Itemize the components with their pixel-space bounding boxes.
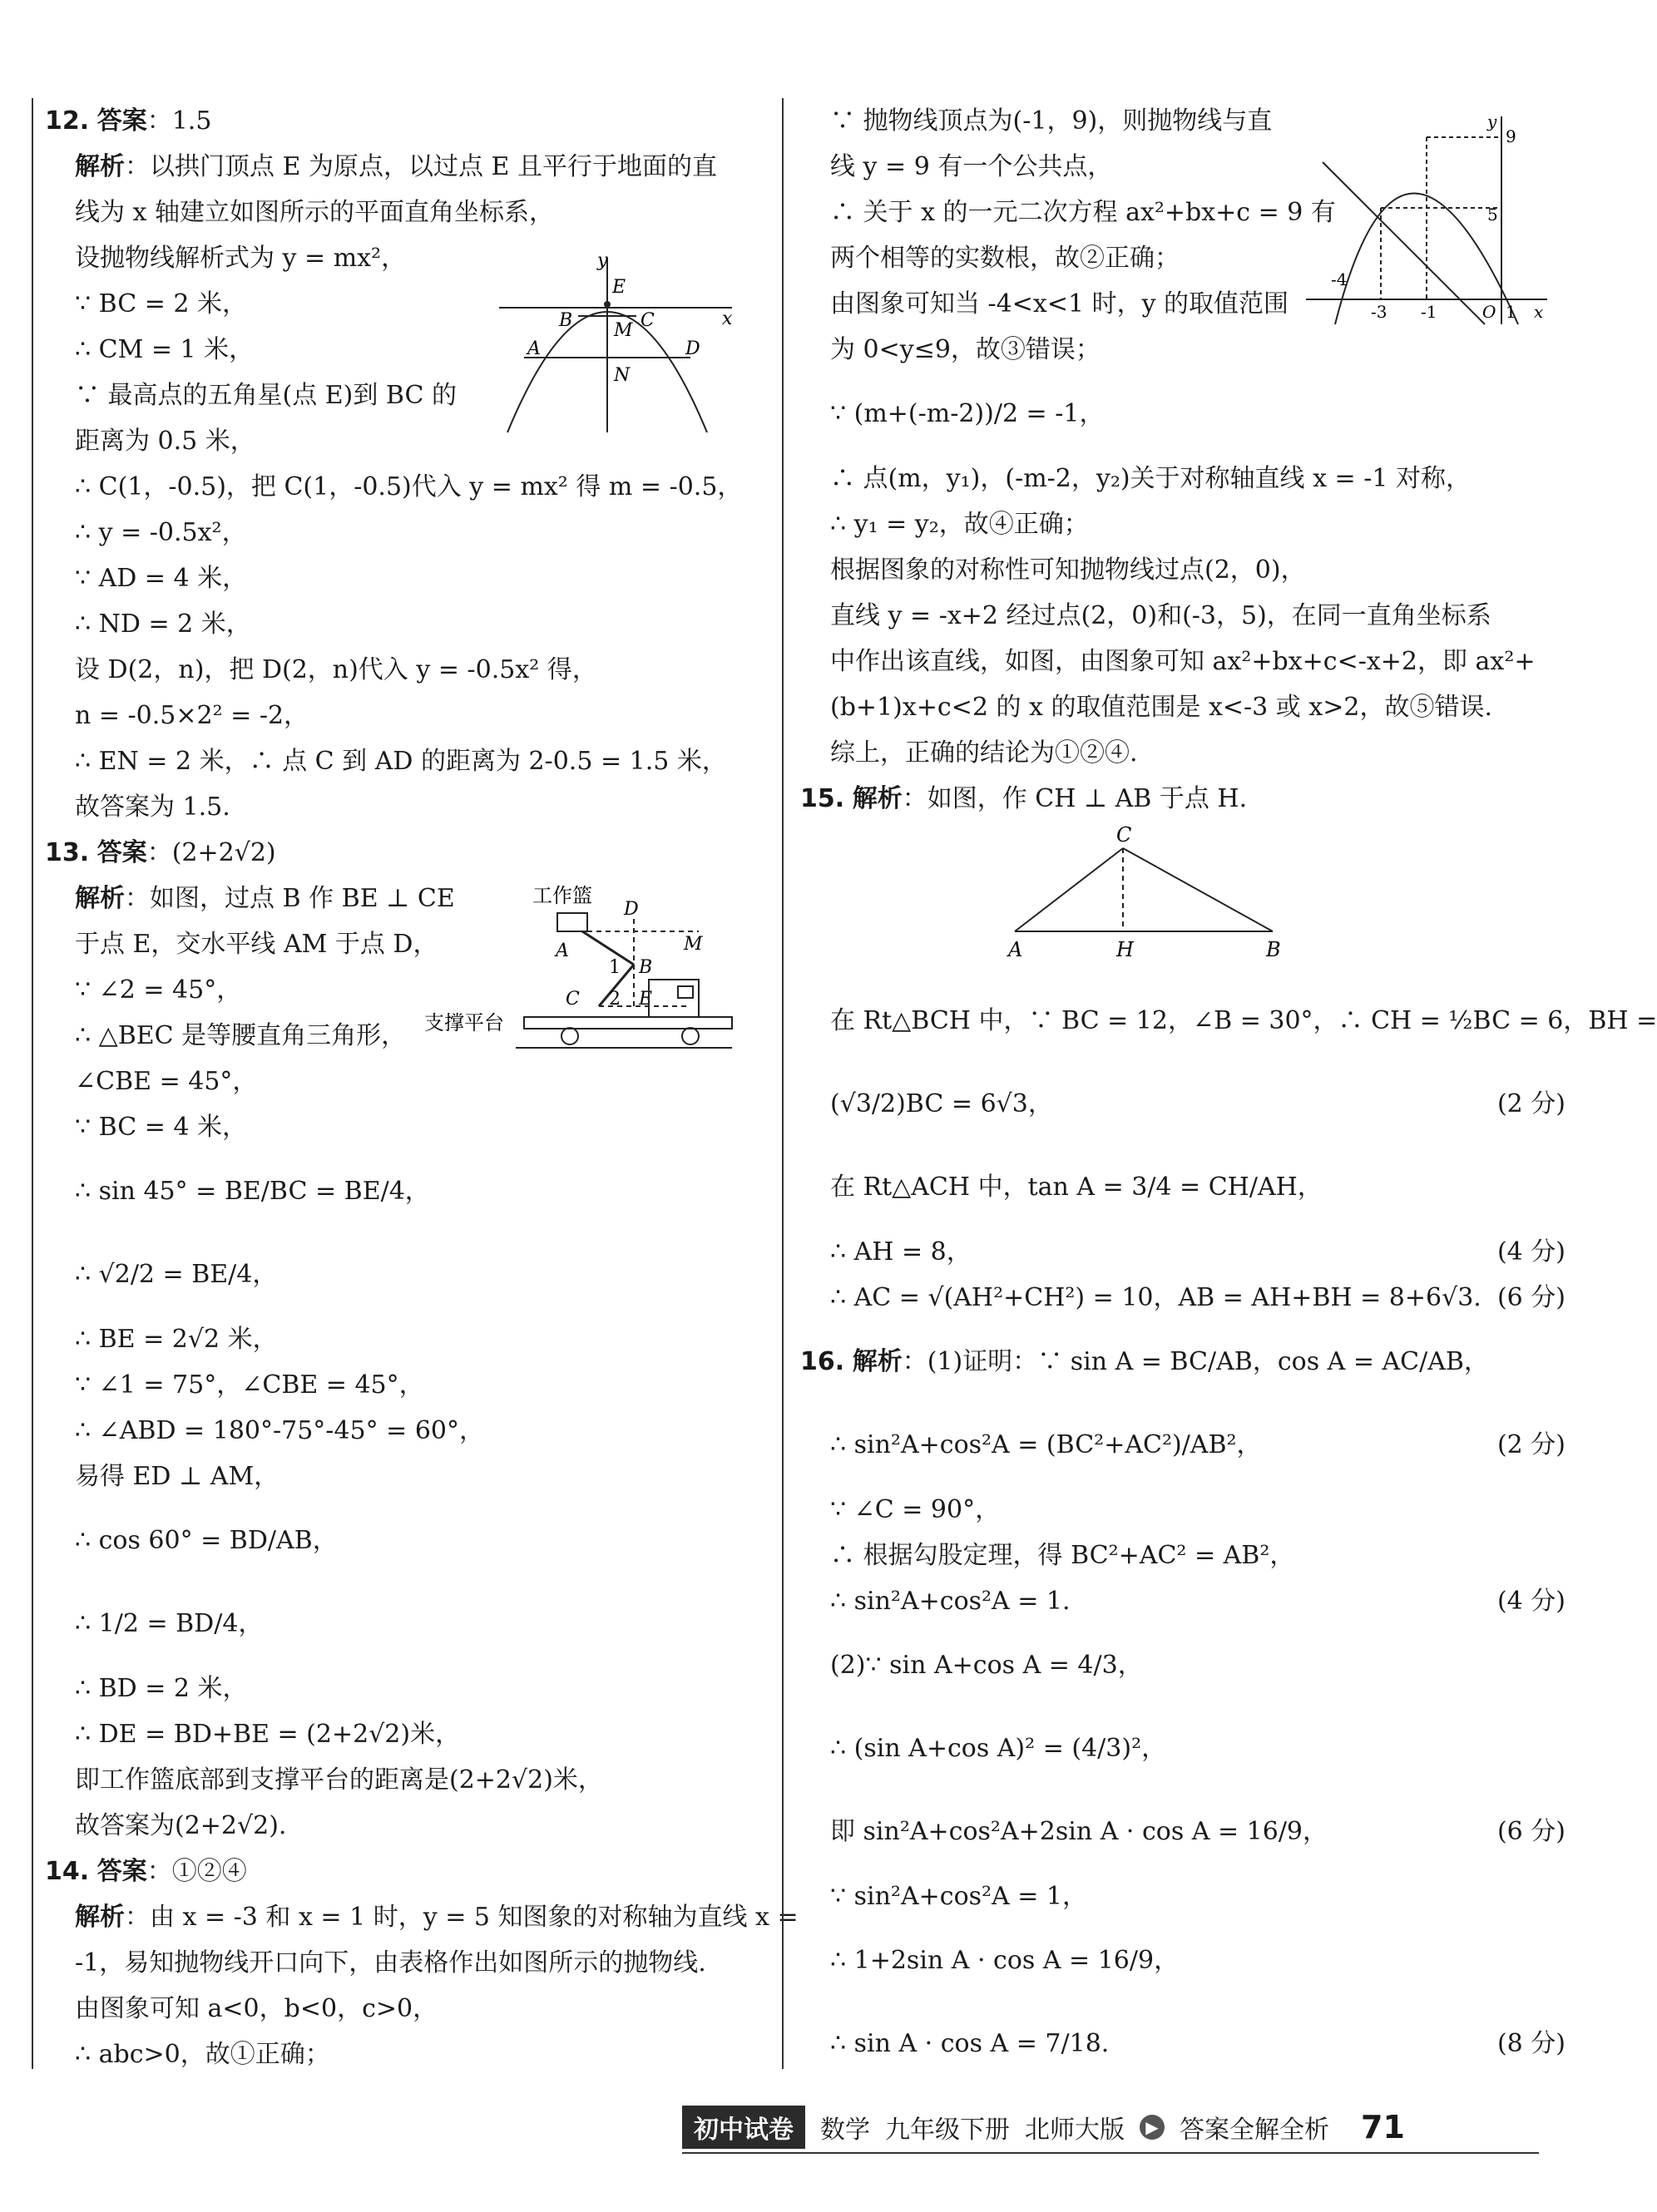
left-line [45, 1940, 777, 1986]
parabola-label-neg4: -4 [1331, 269, 1348, 289]
figure-parabola [1298, 112, 1547, 328]
left-line [45, 601, 777, 647]
line-text: ∵ BC = 2 米， [75, 289, 248, 318]
score-mark: (2 分) [1496, 1430, 1565, 1459]
line-text: ∴ BE = 2√2 米， [75, 1325, 278, 1354]
triangle-label-C: C [1116, 823, 1132, 847]
right-line [800, 1487, 1565, 1533]
line-text: ∴ AC = √(AH²+CH²) = 10，AB = AH+BH = 8+6√3. [830, 1283, 1481, 1312]
right-line [800, 547, 1565, 593]
line-text: ∴ sin²A+cos²A = (BC²+AC²)/AB²， [830, 1430, 1262, 1459]
score-mark: (8 分) [1496, 2029, 1565, 2058]
line-text: ：1.5 [146, 106, 212, 136]
line-text: ∴ DE = BD+BE = (2+2√2)米， [75, 1720, 461, 1749]
left-line [45, 555, 777, 601]
crane-label-1: 1 [609, 957, 621, 978]
right-line [800, 2002, 1565, 2086]
right-line [800, 501, 1565, 547]
line-text: 故答案为(2+2√2). [75, 1811, 287, 1840]
left-line [45, 1986, 777, 2032]
parabola-label-x: x [1534, 302, 1544, 322]
left-line [45, 1059, 777, 1104]
line-text: ∴ 关于 x 的一元二次方程 ax²+bx+c = 9 有 [830, 198, 1336, 227]
keyword-label: 解析 [75, 1903, 125, 1932]
crane-label-A: A [556, 941, 569, 961]
arch-label-A: A [527, 338, 541, 359]
footer-section: 答案全解全析 [1180, 2116, 1329, 2145]
line-text: 在 Rt△BCH 中，∵ BC = 12，∠B = 30°，∴ CH = ½BC = 6，BH = [830, 1006, 1657, 1035]
question-number: 13. [45, 838, 90, 867]
line-text: ∴ 根据勾股定理，得 BC²+AC² = AB²， [830, 1541, 1295, 1570]
question-number: 14. [45, 1857, 90, 1886]
line-text: 根据图象的对称性可知抛物线过点(2，0)， [830, 555, 1306, 585]
line-text: ：①②④ [146, 1857, 247, 1886]
right-line [800, 1578, 1565, 1624]
right-line [800, 1275, 1565, 1321]
left-line [45, 1316, 777, 1362]
line-text: ∴ C(1，-0.5)，把 C(1，-0.5)代入 y = mx² 得 m = -0.5， [75, 472, 743, 501]
right-line [800, 593, 1565, 639]
line-text: ∴ △BEC 是等腰直角三角形， [75, 1021, 407, 1050]
parabola-label-9: 9 [1506, 126, 1516, 146]
triangle-label-B: B [1266, 938, 1281, 961]
keyword-label: 答案 [96, 106, 147, 136]
line-text: 设抛物线解析式为 y = mx²， [75, 244, 407, 273]
line-text: ∠CBE = 45°， [75, 1067, 258, 1096]
arch-label-M: M [614, 320, 633, 341]
line-text: ∵ AD = 4 米， [75, 564, 248, 593]
line-text: 两个相等的实数根，故②正确； [830, 244, 1180, 273]
score-mark: (4 分) [1496, 1587, 1565, 1616]
left-line [45, 830, 777, 876]
left-line [45, 2032, 777, 2077]
line-text: 即 sin²A+cos²A+2sin A · cos A = 16/9， [830, 1817, 1328, 1846]
keyword-label: 解析 [852, 784, 903, 813]
figure-crane [424, 881, 740, 1056]
line-text: ∴ AH = 8， [830, 1237, 972, 1266]
line-text: 综上，正确的结论为①②④. [830, 738, 1138, 768]
left-line [45, 464, 777, 510]
score-mark: (6 分) [1496, 1817, 1565, 1846]
left-line [45, 693, 777, 738]
line-text: ：如图，过点 B 作 BE ⊥ CE [125, 884, 455, 913]
right-line [800, 1624, 1565, 1707]
line-text: ：以拱门顶点 E 为原点，以过点 E 且平行于地面的直 [125, 152, 717, 181]
parabola-label-y: y [1487, 111, 1497, 131]
right-line [800, 327, 1565, 373]
left-line [45, 1582, 777, 1666]
line-text: ∵ 最高点的五角星(点 E)到 BC 的 [75, 381, 458, 410]
right-line [800, 1321, 1565, 1404]
line-text: ∴ 1/2 = BD/4， [75, 1609, 264, 1638]
arch-label-y: y [597, 250, 608, 271]
line-text: ∴ CM = 1 米， [75, 335, 255, 364]
question-number: 12. [45, 106, 90, 136]
line-text: (√3/2)BC = 6√3， [830, 1089, 1053, 1118]
arch-label-x: x [722, 309, 733, 329]
line-text: ：(2+2√2) [146, 838, 276, 867]
line-text: 易得 ED ⊥ AM， [75, 1462, 279, 1491]
line-text: ∵ ∠1 = 75°，∠CBE = 45°， [75, 1370, 424, 1400]
line-text: 距离为 0.5 米， [75, 427, 255, 456]
line-text: ∴ 点(m，y₁)，(-m-2，y₂)关于对称轴直线 x = -1 对称， [830, 464, 1471, 493]
footer-brand: 初中试卷 [682, 2106, 805, 2149]
footer-subject: 数学 [820, 2116, 870, 2145]
right-line [800, 1790, 1565, 1874]
left-line [45, 1408, 777, 1454]
score-mark: (6 分) [1496, 1283, 1565, 1312]
left-line [45, 1104, 777, 1150]
arch-label-B: B [559, 310, 573, 331]
line-text: ∴ ND = 2 米， [75, 610, 251, 639]
left-line [45, 1233, 777, 1316]
line-text: 即工作篮底部到支撑平台的距离是(2+2√2)米， [75, 1765, 603, 1795]
right-line [800, 639, 1565, 684]
line-text: ∴ BD = 2 米， [75, 1674, 248, 1703]
parabola-label-5: 5 [1487, 205, 1498, 225]
triangle-label-A: A [1008, 938, 1023, 961]
left-line [45, 1803, 777, 1849]
line-text: (b+1)x+c<2 的 x 的取值范围是 x<-3 或 x>2，故⑤错误. [830, 693, 1493, 722]
line-text: ∵ 抛物线顶点为(-1，9)，则抛物线与直 [830, 106, 1273, 136]
right-line [800, 1707, 1565, 1790]
crane-label-D: D [624, 899, 639, 920]
line-text: ：(1)证明：∵ sin A = BC/AB，cos A = AC/AB， [902, 1347, 1489, 1376]
left-line [45, 1150, 777, 1233]
right-line [800, 1874, 1565, 1919]
crane-label-E: E [639, 989, 653, 1010]
right-line [800, 1919, 1565, 2002]
arch-label-E: E [612, 277, 626, 298]
line-text: 设 D(2，n)，把 D(2，n)代入 y = -0.5x² 得， [75, 655, 597, 684]
right-column [782, 98, 1657, 2069]
line-text: ∴ sin²A+cos²A = 1. [830, 1587, 1071, 1616]
arch-label-N: N [614, 365, 631, 386]
right-line [800, 373, 1565, 456]
line-text: ∵ sin²A+cos²A = 1， [830, 1882, 1088, 1911]
crane-label-2: 2 [609, 989, 621, 1010]
line-text: ∴ (sin A+cos A)² = (4/3)²， [830, 1734, 1167, 1763]
keyword-label: 解析 [75, 884, 125, 913]
right-line [800, 1533, 1565, 1578]
line-text: ∴ sin 45° = BE/BC = BE/4， [75, 1177, 430, 1206]
line-text: ∴ 1+2sin A · cos A = 16/9， [830, 1946, 1180, 1975]
line-text: ∴ cos 60° = BD/AB， [75, 1526, 338, 1555]
left-line [45, 1849, 777, 1894]
keyword-label: 解析 [75, 152, 125, 181]
triangle-label-H: H [1116, 938, 1134, 961]
right-line [800, 1404, 1565, 1487]
score-mark: (2 分) [1496, 1089, 1565, 1118]
line-text: ∵ ∠2 = 45°， [75, 975, 242, 1005]
line-text: 线为 x 轴建立如图所示的平面直角坐标系， [75, 198, 554, 227]
left-line [45, 784, 777, 830]
footer-edition: 北师大版 [1025, 2116, 1125, 2145]
line-text: ∴ ∠ABD = 180°-75°-45° = 60°， [75, 1416, 484, 1445]
right-line [800, 980, 1657, 1063]
line-text: 故答案为 1.5. [75, 792, 230, 822]
line-text: (2)∵ sin A+cos A = 4/3， [830, 1651, 1143, 1680]
line-text: n = -0.5×2² = -2， [75, 701, 309, 730]
footer-divider [682, 2152, 1539, 2154]
line-text: 由图象可知当 -4<x<1 时，y 的取值范围 [830, 289, 1289, 318]
parabola-label-1: 1 [1506, 302, 1516, 322]
line-text: ∵ (m+(-m-2))/2 = -1， [830, 399, 1105, 428]
figure-arch [491, 249, 740, 441]
left-line [45, 510, 777, 555]
score-mark: (4 分) [1496, 1237, 1565, 1266]
line-text: ∵ ∠C = 90°， [830, 1495, 1001, 1524]
left-line [45, 647, 777, 693]
line-text: ∴ y₁ = y₂，故④正确； [830, 510, 1089, 539]
keyword-label: 答案 [96, 1857, 147, 1886]
crane-label-basket: 工作篮 [532, 884, 592, 907]
left-line [45, 1666, 777, 1711]
question-number: 15. [800, 784, 845, 813]
line-text: 线 y = 9 有一个公共点， [830, 152, 1113, 181]
left-line [45, 1362, 777, 1408]
right-line [800, 1063, 1565, 1146]
arch-label-C: C [641, 310, 655, 331]
line-text: ：如图，作 CH ⊥ AB 于点 H. [902, 784, 1248, 813]
right-line [800, 776, 1565, 822]
line-text: 由图象可知 a<0，b<0，c>0， [75, 1994, 438, 2023]
page-number: 71 [1361, 2109, 1405, 2145]
left-line [45, 190, 777, 235]
line-text: ：由 x = -3 和 x = 1 时，y = 5 知图象的对称轴为直线 x = [125, 1903, 799, 1932]
parabola-label-neg1: -1 [1421, 302, 1437, 322]
line-text: 在 Rt△ACH 中，tan A = 3/4 = CH/AH， [830, 1173, 1323, 1202]
right-line [800, 684, 1565, 730]
left-line [45, 98, 777, 144]
question-number: 16. [800, 1347, 845, 1376]
footer-grade: 九年级下册 [885, 2116, 1010, 2145]
right-line [800, 1146, 1565, 1229]
crane-label-M: M [684, 934, 703, 955]
line-text: 中作出该直线，如图，由图象可知 ax²+bx+c<-x+2，即 ax²+ [830, 647, 1536, 676]
keyword-label: 解析 [852, 1347, 903, 1376]
line-text: ∴ √2/2 = BE/4， [75, 1260, 278, 1289]
keyword-label: 答案 [96, 838, 147, 867]
line-text: ∴ y = -0.5x²， [75, 518, 247, 547]
right-line [800, 730, 1565, 776]
left-line [45, 738, 777, 784]
right-line [800, 1229, 1565, 1275]
line-text: 为 0<y≤9，故③错误； [830, 335, 1101, 364]
arch-label-D: D [685, 338, 700, 359]
left-line [45, 1454, 777, 1499]
left-line [45, 1757, 777, 1803]
figure-triangle [998, 823, 1298, 965]
parabola-label-O: O [1482, 302, 1496, 322]
page-footer [682, 2106, 1405, 2149]
line-text: -1，易知抛物线开口向下，由表格作出如图所示的抛物线. [75, 1948, 706, 1977]
left-line [45, 1499, 777, 1582]
crane-label-B: B [639, 957, 653, 978]
line-text: 于点 E，交水平线 AM 于点 D， [75, 930, 438, 959]
line-text: ∵ BC = 4 米， [75, 1113, 248, 1142]
play-icon: ▶ [1140, 2115, 1165, 2140]
left-line [45, 1711, 777, 1757]
parabola-label-neg3: -3 [1371, 302, 1387, 322]
left-line [45, 1894, 799, 1940]
line-text: ∴ EN = 2 米，∴ 点 C 到 AD 的距离为 2-0.5 = 1.5 米， [75, 747, 727, 776]
line-text: ∴ abc>0，故①正确； [75, 2040, 330, 2069]
line-text: 直线 y = -x+2 经过点(2，0)和(-3，5)，在同一直角坐标系 [830, 601, 1491, 630]
left-line [45, 144, 777, 190]
line-text: ∴ sin A · cos A = 7/18. [830, 2029, 1110, 2058]
crane-label-platform: 支撑平台 [424, 1011, 504, 1034]
crane-label-C: C [566, 989, 580, 1010]
right-line [800, 456, 1565, 501]
